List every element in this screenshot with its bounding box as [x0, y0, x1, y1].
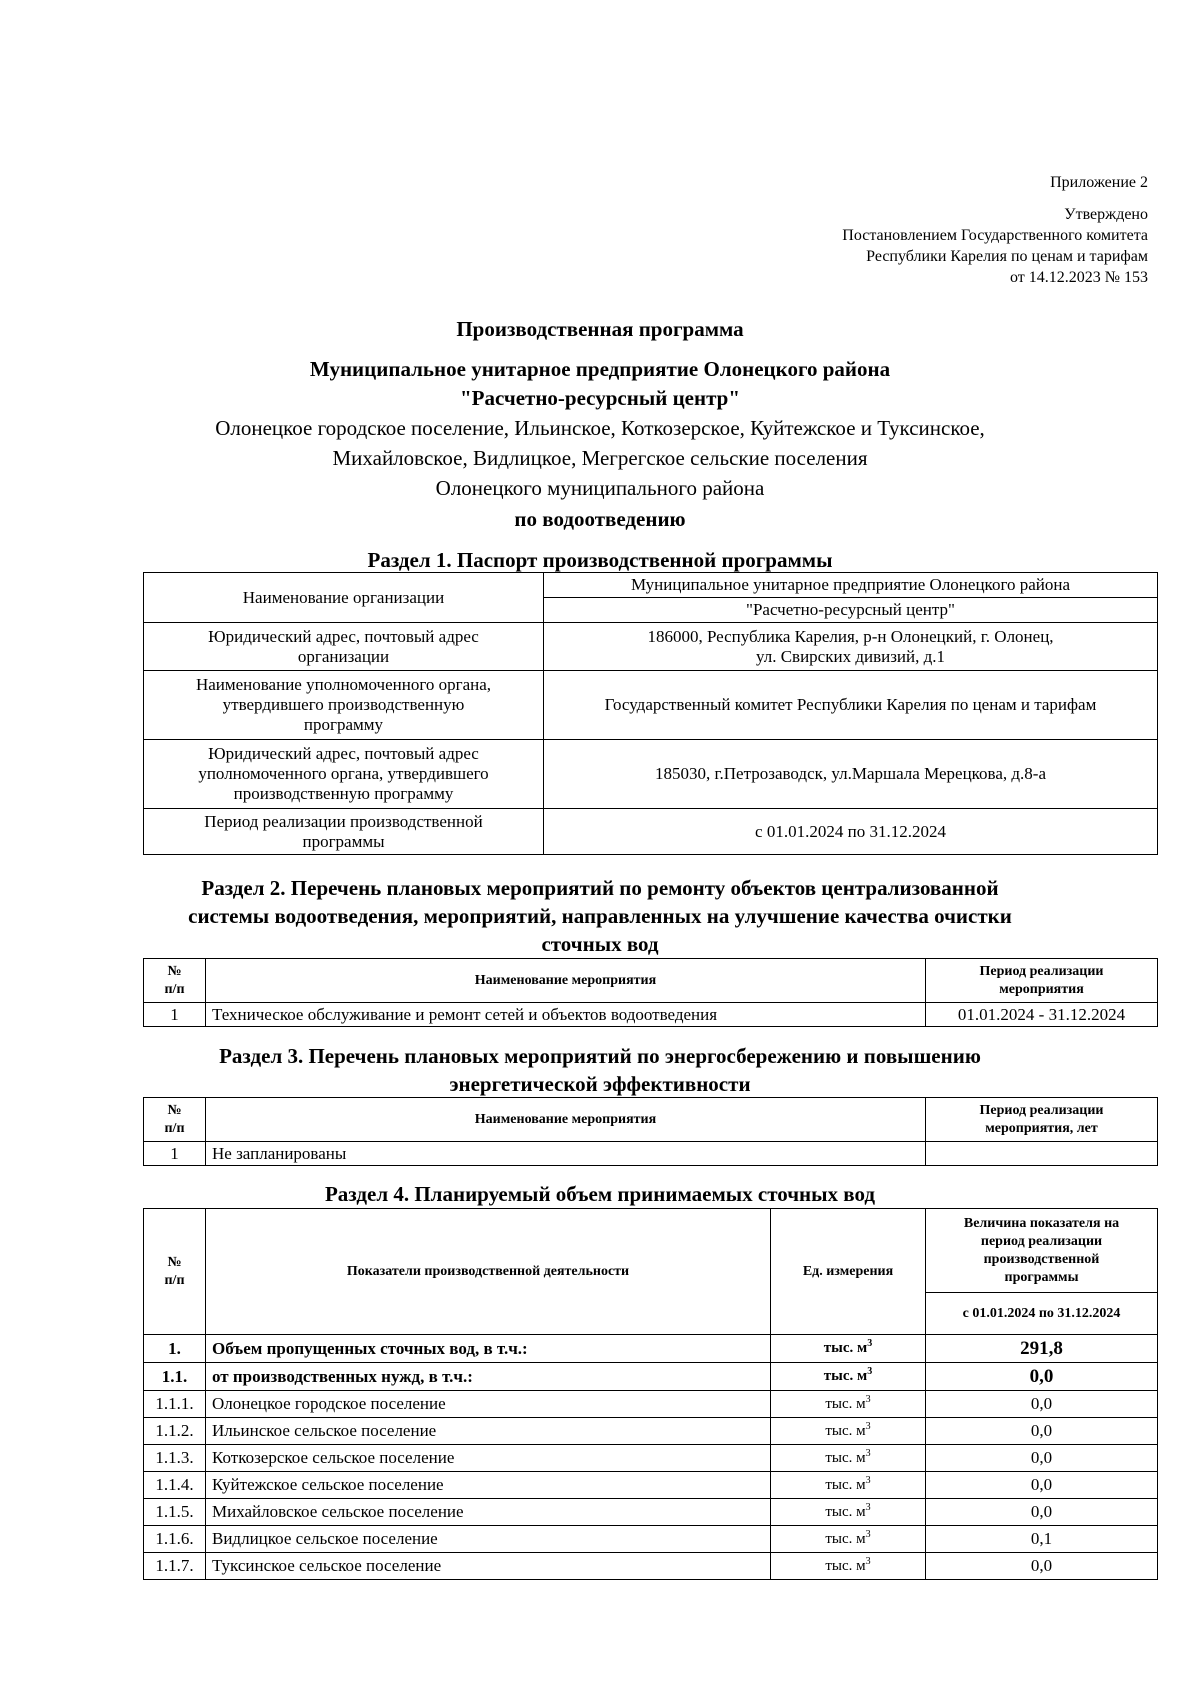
table-cell-indicator: Объем пропущенных сточных вод, в т.ч.: — [206, 1335, 771, 1363]
table-cell-unit — [771, 1526, 926, 1553]
header-unit: Ед. измерения — [771, 1209, 926, 1335]
header-period: с 01.01.2024 по 31.12.2024 — [926, 1293, 1158, 1335]
header-num — [144, 1209, 206, 1335]
table-cell-unit — [771, 1335, 926, 1363]
unit-base: тыс. м — [823, 1340, 868, 1356]
text-line: Период реализации производственной — [204, 811, 483, 831]
table-cell-unit — [771, 1363, 926, 1391]
table-row — [144, 1418, 1158, 1445]
passport-value-org-address — [544, 623, 1158, 671]
table-cell-num: 1.1.4. — [144, 1472, 206, 1499]
table-cell-value: 0,0 — [926, 1391, 1158, 1418]
section-3-title-line: энергетической эффективности — [449, 1072, 751, 1096]
text-line: № — [167, 963, 182, 979]
header-period — [926, 1098, 1158, 1142]
text-line: программы — [302, 831, 385, 851]
text-line: производственную программу — [233, 784, 454, 803]
table-cell-num: 1. — [144, 1335, 206, 1363]
table-cell-value: 0,0 — [926, 1499, 1158, 1526]
passport-label-org-address — [144, 623, 544, 671]
page-title: Производственная программа — [456, 317, 744, 341]
table-row — [144, 1363, 1158, 1391]
table-cell-indicator: Коткозерское сельское поселение — [206, 1445, 771, 1472]
unit-superscript: 3 — [865, 1501, 871, 1513]
table-cell-value: 0,0 — [926, 1363, 1158, 1391]
text-line: мероприятия — [999, 981, 1084, 997]
unit-superscript: 3 — [865, 1528, 871, 1540]
passport-value-org-name-1: Муниципальное унитарное предприятие Олонецкого района — [544, 573, 1158, 598]
section-3-title — [0, 1042, 1200, 1098]
text-line: программы — [1004, 1269, 1079, 1285]
repair-measures-table — [143, 958, 1158, 1027]
header-indicator: Показатели производственной деятельности — [206, 1209, 771, 1335]
unit-superscript: 3 — [865, 1420, 871, 1432]
approved-committee: Республики Карелия по ценам и тарифам — [866, 248, 1148, 265]
table-cell-indicator: Куйтежское сельское поселение — [206, 1472, 771, 1499]
table-cell-indicator: Ильинское сельское поселение — [206, 1418, 771, 1445]
text-line: ул. Свирских дивизий, д.1 — [755, 646, 946, 666]
text-line: № — [167, 1102, 182, 1118]
text-line: 186000, Республика Карелия, р-н Олонецкий, г. Олонец, — [647, 626, 1054, 646]
passport-label-authority — [144, 671, 544, 740]
section-4-title: Раздел 4. Планируемый объем принимаемых сточных вод — [324, 1182, 876, 1206]
passport-label-org-name: Наименование организации — [144, 573, 544, 623]
text-line: мероприятия, лет — [985, 1120, 1098, 1136]
table-cell-indicator: от производственных нужд, в т.ч.: — [206, 1363, 771, 1391]
text-line: период реализации — [980, 1233, 1103, 1249]
text-line: п/п — [164, 981, 185, 997]
passport-value-authority-address: 185030, г.Петрозаводск, ул.Маршала Мерецкова, д.8-а — [544, 740, 1158, 809]
table-row — [144, 1553, 1158, 1580]
text-line: Величина показателя на — [963, 1215, 1120, 1231]
section-2-title-line: системы водоотведения, мероприятий, направленных на улучшение качества очистки — [188, 904, 1012, 928]
unit-base: тыс. м — [823, 1368, 868, 1384]
area-line-1: Олонецкое городское поселение, Ильинское, Коткозерское, Куйтежское и Туксинское, — [215, 416, 985, 440]
organization-name — [0, 355, 1200, 413]
text-line: п/п — [164, 1272, 185, 1288]
table-cell-num: 1.1.5. — [144, 1499, 206, 1526]
organization-line-1: Муниципальное унитарное предприятие Олонецкого района — [309, 357, 891, 381]
table-cell-unit — [771, 1418, 926, 1445]
table-cell-value: 0,0 — [926, 1445, 1158, 1472]
approval-stamp — [842, 172, 1148, 288]
text-line: производственной — [983, 1251, 1100, 1267]
header-period — [926, 959, 1158, 1003]
section-2-title-line: Раздел 2. Перечень плановых мероприятий по ремонту объектов централизованной — [201, 876, 999, 900]
section-2-title — [0, 874, 1200, 958]
passport-value-authority: Государственный комитет Республики Карелия по ценам и тарифам — [544, 671, 1158, 740]
unit-superscript: 3 — [865, 1555, 871, 1567]
passport-label-authority-address — [144, 740, 544, 809]
organization-line-2: "Расчетно-ресурсный центр" — [459, 386, 741, 410]
text-line: Юридический адрес, почтовый адрес — [208, 744, 479, 763]
unit-base: тыс. м — [825, 1476, 866, 1493]
header-num — [144, 1098, 206, 1142]
table-cell-period — [926, 1142, 1158, 1166]
text-line: утвердившего производственную — [222, 695, 465, 714]
table-row — [144, 1391, 1158, 1418]
area-line-3: Олонецкого муниципального района — [435, 476, 765, 500]
table-cell-num: 1.1.1. — [144, 1391, 206, 1418]
wastewater-volume-table — [143, 1208, 1158, 1580]
table-cell-value: 0,0 — [926, 1418, 1158, 1445]
approval-date-number: от 14.12.2023 № 153 — [1009, 269, 1148, 286]
section-1-title: Раздел 1. Паспорт производственной программы — [367, 548, 833, 572]
unit-superscript: 3 — [867, 1366, 873, 1377]
text-line: Наименование уполномоченного органа, — [195, 675, 492, 694]
unit-base: тыс. м — [825, 1449, 866, 1466]
table-cell-unit — [771, 1499, 926, 1526]
text-line: Период реализации — [979, 963, 1104, 979]
unit-superscript: 3 — [867, 1338, 873, 1349]
table-cell-num: 1.1.7. — [144, 1553, 206, 1580]
table-cell-value: 0,0 — [926, 1472, 1158, 1499]
service-area — [0, 413, 1200, 503]
passport-value-org-name-2: "Расчетно-ресурсный центр" — [544, 598, 1158, 623]
unit-superscript: 3 — [865, 1447, 871, 1459]
table-cell-unit — [771, 1445, 926, 1472]
table-cell-num: 1.1.2. — [144, 1418, 206, 1445]
table-cell-value: 0,0 — [926, 1553, 1158, 1580]
unit-superscript: 3 — [865, 1474, 871, 1486]
table-cell-period: 01.01.2024 - 31.12.2024 — [926, 1003, 1158, 1027]
section-3-title-line: Раздел 3. Перечень плановых мероприятий по энергосбережению и повышению — [219, 1044, 981, 1068]
table-row — [144, 1335, 1158, 1363]
area-line-2: Михайловское, Видлицкое, Мегрегское сельские поселения — [332, 446, 868, 470]
header-num — [144, 959, 206, 1003]
text-line: организации — [297, 646, 390, 666]
table-cell-value: 291,8 — [926, 1335, 1158, 1363]
table-cell-num: 1.1.6. — [144, 1526, 206, 1553]
table-cell-unit — [771, 1391, 926, 1418]
table-cell-num: 1 — [144, 1003, 206, 1027]
text-line: п/п — [164, 1120, 185, 1136]
approved-label: Утверждено — [1064, 206, 1148, 223]
table-row — [144, 1472, 1158, 1499]
energy-measures-table — [143, 1097, 1158, 1166]
table-cell-measure: Техническое обслуживание и ремонт сетей и объектов водоотведения — [206, 1003, 926, 1027]
table-cell-value: 0,1 — [926, 1526, 1158, 1553]
table-cell-unit — [771, 1553, 926, 1580]
text-line: Период реализации — [979, 1102, 1104, 1118]
table-cell-indicator: Туксинское сельское поселение — [206, 1553, 771, 1580]
table-cell-num: 1.1.3. — [144, 1445, 206, 1472]
table-cell-indicator: Видлицкое сельское поселение — [206, 1526, 771, 1553]
service-type: по водоотведению — [514, 507, 686, 531]
table-cell-num: 1.1. — [144, 1363, 206, 1391]
table-row — [144, 1499, 1158, 1526]
approved-by: Постановлением Государственного комитета — [842, 227, 1148, 244]
table-cell-indicator: Михайловское сельское поселение — [206, 1499, 771, 1526]
section-2-title-line: сточных вод — [541, 932, 659, 956]
annex-label: Приложение 2 — [1050, 174, 1148, 191]
table-cell-measure: Не запланированы — [206, 1142, 926, 1166]
unit-superscript: 3 — [865, 1393, 871, 1405]
unit-base: тыс. м — [825, 1422, 866, 1439]
header-value — [926, 1209, 1158, 1293]
passport-table — [143, 572, 1158, 855]
unit-base: тыс. м — [825, 1395, 866, 1412]
unit-base: тыс. м — [825, 1530, 866, 1547]
wastewater-rows — [144, 1335, 1158, 1580]
text-line: Юридический адрес, почтовый адрес — [208, 626, 479, 646]
table-cell-num: 1 — [144, 1142, 206, 1166]
table-row — [144, 1445, 1158, 1472]
table-cell-unit — [771, 1472, 926, 1499]
text-line: уполномоченного органа, утвердившего — [198, 764, 489, 783]
unit-base: тыс. м — [825, 1503, 866, 1520]
table-row — [144, 1526, 1158, 1553]
passport-value-period: с 01.01.2024 по 31.12.2024 — [544, 809, 1158, 855]
text-line: программу — [303, 715, 384, 734]
unit-base: тыс. м — [825, 1557, 866, 1574]
header-measure-name: Наименование мероприятия — [206, 959, 926, 1003]
passport-label-period — [144, 809, 544, 855]
text-line: № — [167, 1254, 182, 1270]
table-cell-indicator: Олонецкое городское поселение — [206, 1391, 771, 1418]
header-measure-name: Наименование мероприятия — [206, 1098, 926, 1142]
